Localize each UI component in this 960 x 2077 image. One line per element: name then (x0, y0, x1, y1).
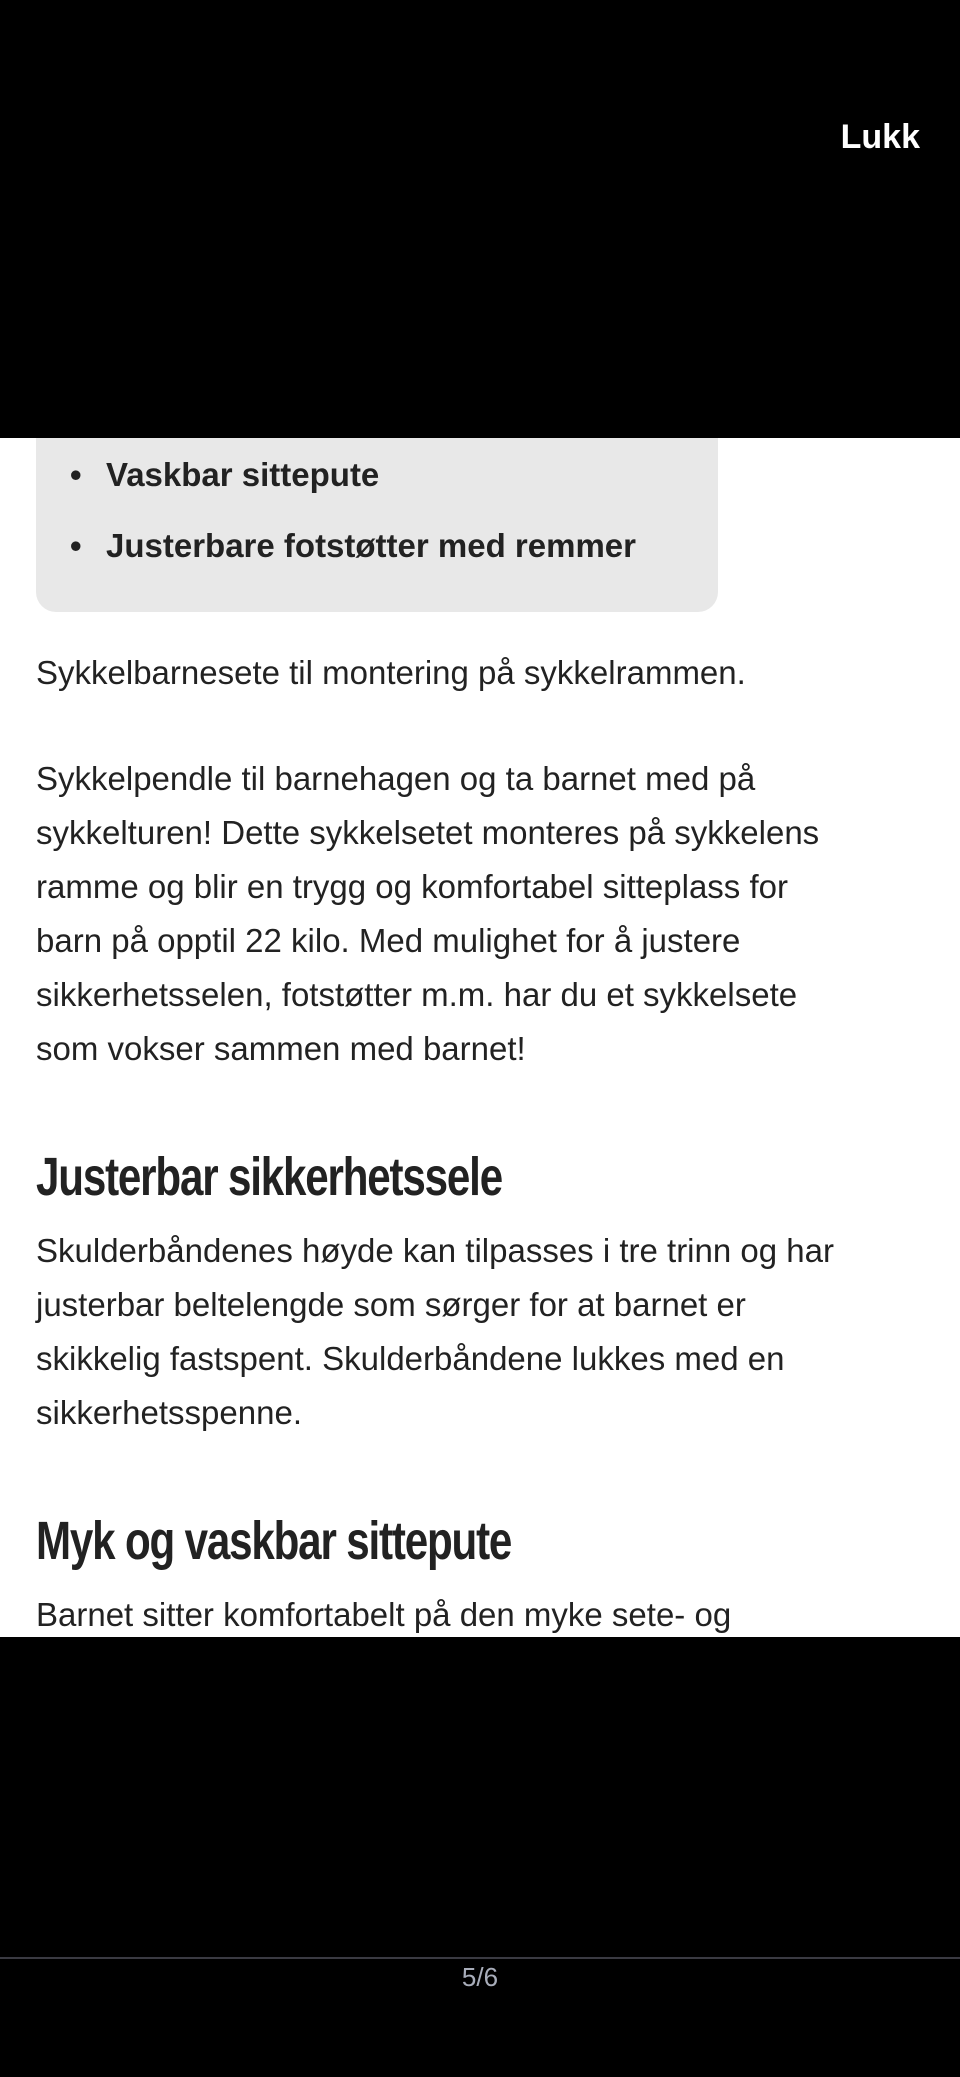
feature-item (70, 456, 379, 494)
paragraph-line: sikkerhetsspenne. (36, 1394, 302, 1431)
close-button[interactable]: Lukk (840, 118, 920, 156)
paragraph-line: Skulderbåndenes høyde kan tilpasses i tre trinn og har (36, 1232, 834, 1269)
product-description-panel[interactable] (0, 438, 960, 1637)
paragraph-line: barn på opptil 22 kilo. Med mulighet for å justere (36, 922, 741, 959)
feature-text: Justerbare fotstøtter med remmer (106, 527, 636, 564)
paragraph-line: ramme og blir en trygg og komfortabel sitteplass for (36, 868, 788, 905)
feature-text: Vaskbar sittepute (106, 456, 380, 493)
page-indicator: 5/6 (461, 1962, 499, 1992)
paragraph-line: sikkerhetsselen, fotstøtter m.m. har du et sykkelsete (36, 976, 798, 1013)
paragraph-line: skikkelig fastspent. Skulderbåndene lukkes med en (36, 1340, 785, 1377)
paragraph-line: Barnet sitter komfortabelt på den myke sete- og (36, 1596, 732, 1633)
section-heading: Justerbar sikkerhetssele (36, 1147, 502, 1207)
feature-item (70, 527, 636, 565)
section-heading: Myk og vaskbar sittepute (36, 1511, 512, 1571)
paragraph-line: som vokser sammen med barnet! (36, 1030, 526, 1067)
paragraph-line: sykkelturen! Dette sykkelsetet monteres på sykkelens (36, 814, 820, 851)
paragraph-line: justerbar beltelengde som sørger for at barnet er (36, 1286, 746, 1323)
divider (0, 1957, 960, 1959)
paragraph-line: Sykkelpendle til barnehagen og ta barnet med på (36, 760, 756, 797)
intro-text: Sykkelbarnesete til montering på sykkelrammen. (36, 654, 746, 691)
